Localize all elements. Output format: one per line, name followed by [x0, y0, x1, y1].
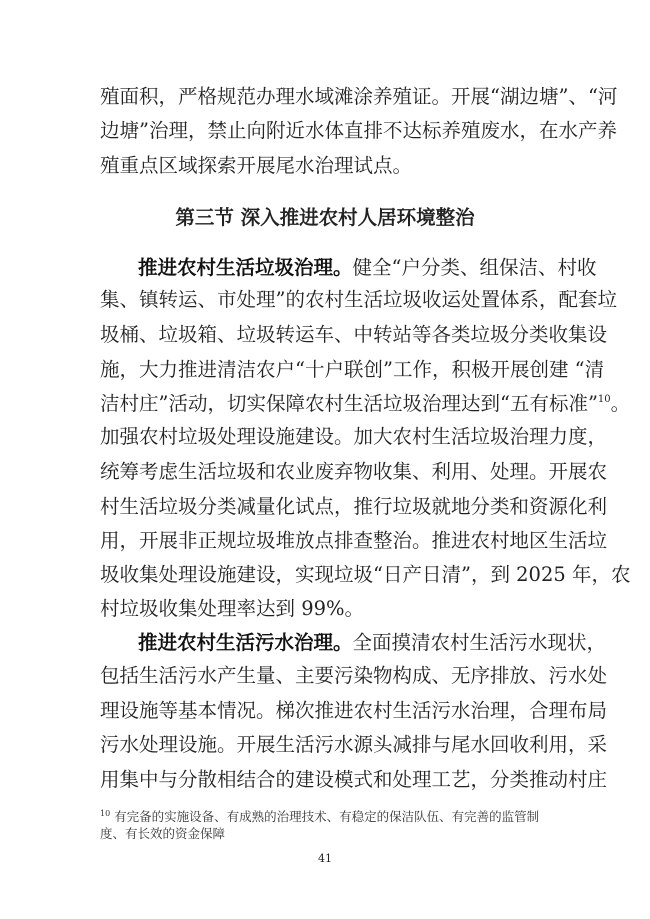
text-line: 殖面积，严格规范办理水域滩涂养殖证。开展“湖边塘”、“河	[100, 85, 618, 108]
text-line: 施，大力推进清洁农户“十户联创”工作，积极开展创建 “清	[100, 358, 605, 381]
text-line: 污水处理设施。开展生活污水源头减排与尾水回收利用，采	[100, 733, 608, 756]
text-line	[100, 389, 631, 419]
text-line: 村生活垃圾分类减量化试点，推行垃圾就地分类和资源化利	[100, 495, 608, 518]
footnote	[100, 808, 554, 842]
text-line: 集、镇转运、市处理”的农村生活垃圾收运处置体系，配套垃	[100, 288, 617, 311]
text-span: 。	[610, 392, 631, 415]
text-line: 理设施等基本情况。梯次推进农村生活污水治理，合理布局	[100, 699, 608, 722]
text-line: 殖重点区域探索开展尾水治理试点。	[100, 154, 413, 177]
text-line: 加强农村垃圾处理设施建设。加大农村生活垃圾治理力度，	[100, 425, 608, 448]
text-line: 边塘”治理，禁止向附近水体直排不达标养殖废水，在水产养	[100, 119, 617, 142]
footnote-number: 10	[100, 809, 111, 818]
text-line: 圾桶、垃圾箱、垃圾转运车、中转站等各类垃圾分类收集设	[100, 323, 608, 346]
text-line	[138, 253, 597, 283]
page-number: 41	[318, 852, 332, 865]
text-span: 健全“户分类、组保洁、村收	[352, 256, 597, 279]
footnote-reference[interactable]: 10	[597, 394, 611, 405]
text-line: 包括生活污水产生量、主要污染物构成、无序排放、污水处	[100, 664, 608, 687]
text-span: 洁村庄”活动，切实保障农村生活垃圾治理达到“五有标准”	[100, 392, 598, 415]
footnote-text: 有完备的实施设备、有成熟的治理技术、有稳定的保洁队伍、有完善的监管制度、有长效的资金保障	[100, 809, 540, 841]
paragraph-lead: 推进农村生活垃圾治理。	[138, 256, 353, 279]
paragraph-lead: 推进农村生活污水治理。	[138, 631, 353, 654]
section-heading: 第三节 深入推进农村人居环境整治	[175, 206, 475, 229]
text-line: 村垃圾收集处理率达到 99%。	[100, 597, 365, 620]
text-line: 统筹考虑生活垃圾和农业废弃物收集、利用、处理。开展农	[100, 460, 608, 483]
text-span: 全面摸清农村生活污水现状，	[352, 631, 607, 654]
text-line	[138, 628, 607, 658]
text-line: 圾收集处理设施建设，实现垃圾“日产日清”，到 2025 年，农	[100, 563, 631, 586]
text-line: 用，开展非正规垃圾堆放点排查整治。推进农村地区生活垃	[100, 529, 608, 552]
text-line: 用集中与分散相结合的建设模式和处理工艺，分类推动村庄	[100, 768, 608, 791]
